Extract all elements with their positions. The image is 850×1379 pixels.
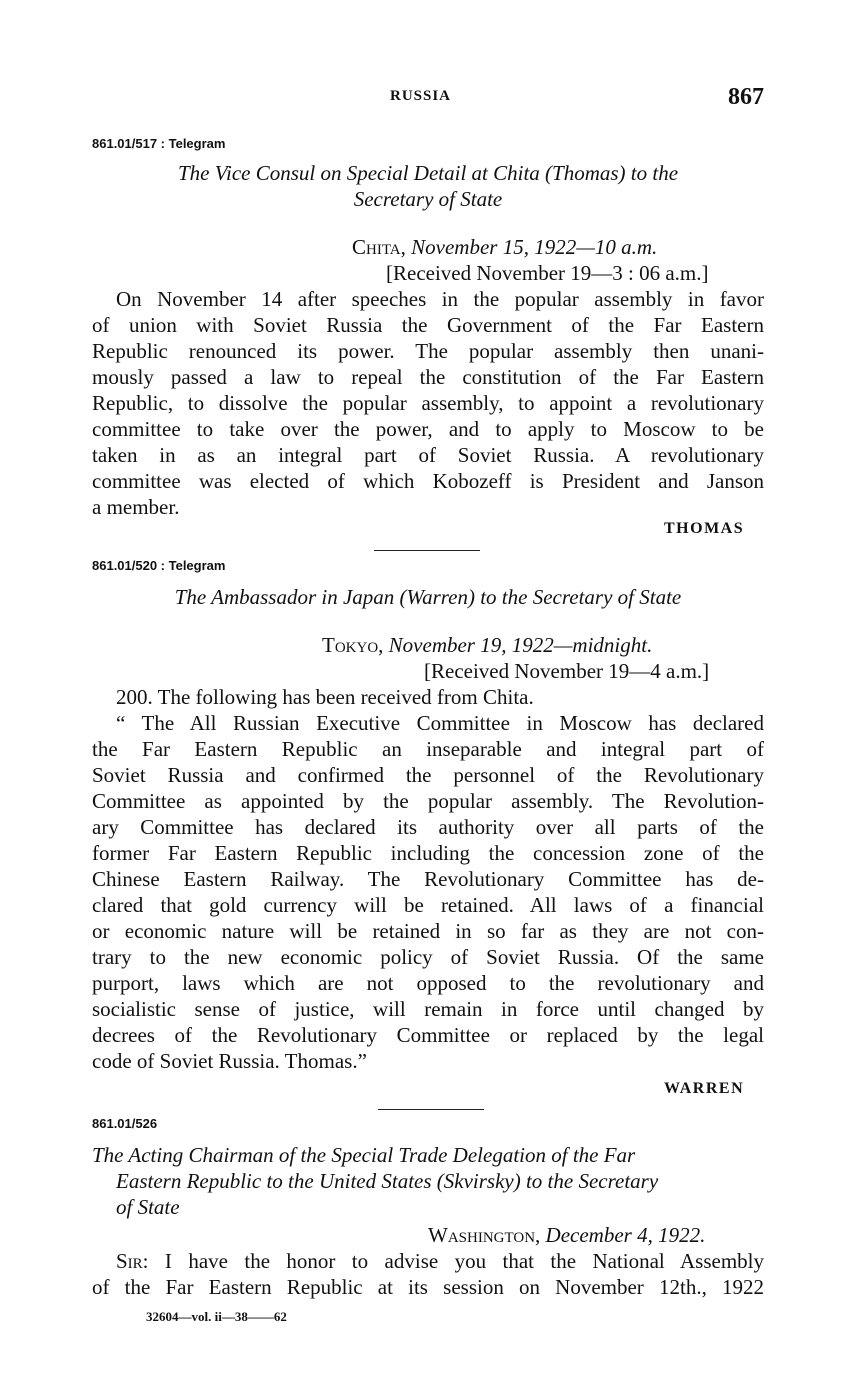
doc2-date: November 19, 1922—midnight. (388, 633, 653, 657)
doc1-body-line: taken in as an integral part of Soviet Russia. A revolutionary (92, 443, 764, 467)
doc2-body-line: Chinese Eastern Railway. The Revolutionary Committee has de- (92, 867, 764, 891)
doc2-body-line: trary to the new economic policy of Soviet Russia. Of the same (92, 945, 764, 969)
doc1-body-line: mously passed a law to repeal the constitution of the Far Eastern (92, 365, 764, 389)
doc1-date: November 15, 1922—10 a.m. (411, 235, 658, 259)
doc2-dateline (322, 632, 652, 658)
doc2-body-line: decrees of the Revolutionary Committee or replaced by the legal (92, 1023, 764, 1047)
doc1-signature: THOMAS (664, 520, 745, 537)
doc2-file-number: 861.01/520 : Telegram (92, 558, 226, 573)
doc1-body-line: On November 14 after speeches in the popular assembly in favor (116, 287, 764, 311)
running-head: RUSSIA (390, 88, 452, 104)
doc1-body-line: a member. (92, 495, 180, 519)
doc2-received: [Received November 19—4 a.m.] (424, 659, 710, 683)
doc2-body-line: the Far Eastern Republic an inseparable and integral part of (92, 737, 764, 761)
doc2-body-line: purport, laws which are not opposed to the revolutionary and (92, 971, 764, 995)
doc3-body-text: I have the honor to advise you that the National Assembly (164, 1249, 764, 1273)
doc1-body-line: Republic renounced its power. The popular assembly then unani- (92, 339, 764, 363)
doc2-title-line-1: The Ambassador in Japan (Warren) to the Secretary of State (174, 585, 682, 609)
doc3-title-line-1: The Acting Chairman of the Special Trade Delegation of the Far (92, 1143, 636, 1167)
doc1-body-line: committee to take over the power, and to apply to Moscow to be (92, 417, 764, 441)
doc2-signature: WARREN (664, 1080, 745, 1097)
doc3-date: December 4, 1922. (545, 1223, 706, 1247)
doc1-received: [Received November 19—3 : 06 a.m.] (386, 261, 709, 285)
doc3-title-line-2: Eastern Republic to the United States (Skvirsky) to the Secretary (116, 1169, 659, 1193)
doc1-body-line: of union with Soviet Russia the Government of the Far Eastern (92, 313, 764, 337)
doc1-dateline (352, 234, 657, 260)
doc2-body-line: Committee as appointed by the popular assembly. The Revolution- (92, 789, 764, 813)
doc3-salutation: Sir: (116, 1249, 149, 1273)
doc3-place: Washington, (428, 1223, 541, 1247)
doc2-body-line: code of Soviet Russia. Thomas.” (92, 1049, 367, 1073)
print-code: 32604—vol. ii—38——62 (146, 1309, 287, 1324)
doc2-place: Tokyo, (322, 633, 384, 657)
doc3-file-number: 861.01/526 (92, 1116, 158, 1131)
doc1-title-line-1: The Vice Consul on Special Detail at Chita (Thomas) to the (177, 161, 679, 185)
doc2-body-line: or economic nature will be retained in so far as they are not con- (92, 919, 764, 943)
doc1-file-number: 861.01/517 : Telegram (92, 136, 226, 151)
doc1-body-line: Republic, to dissolve the popular assembly, to appoint a revolutionary (92, 391, 764, 415)
doc2-body-line: former Far Eastern Republic including the concession zone of the (92, 841, 764, 865)
doc3-body-line-1 (116, 1248, 764, 1274)
doc1-title-line-2: Secretary of State (353, 187, 503, 211)
doc2-body-line: “ The All Russian Executive Committee in Moscow has declared (116, 711, 764, 735)
doc3-dateline (428, 1222, 705, 1248)
doc2-body-line: clared that gold currency will be retained. All laws of a financial (92, 893, 764, 917)
doc2-body-line: Soviet Russia and confirmed the personnel of the Revolutionary (92, 763, 764, 787)
doc1-place: Chita, (352, 235, 406, 259)
doc2-body-line: ary Committee has declared its authority over all parts of the (92, 815, 764, 839)
section-divider (374, 550, 480, 551)
doc1-body-line: committee was elected of which Kobozeff is President and Janson (92, 469, 764, 493)
doc3-title-line-3: of State (116, 1195, 180, 1219)
doc2-body-line: socialistic sense of justice, will remain in force until changed by (92, 997, 764, 1021)
section-divider (378, 1109, 484, 1110)
doc2-body-line: 200. The following has been received from Chita. (116, 685, 534, 709)
doc3-body-line: of the Far Eastern Republic at its session on November 12th., 1922 (92, 1275, 764, 1299)
page-number: 867 (728, 84, 764, 110)
